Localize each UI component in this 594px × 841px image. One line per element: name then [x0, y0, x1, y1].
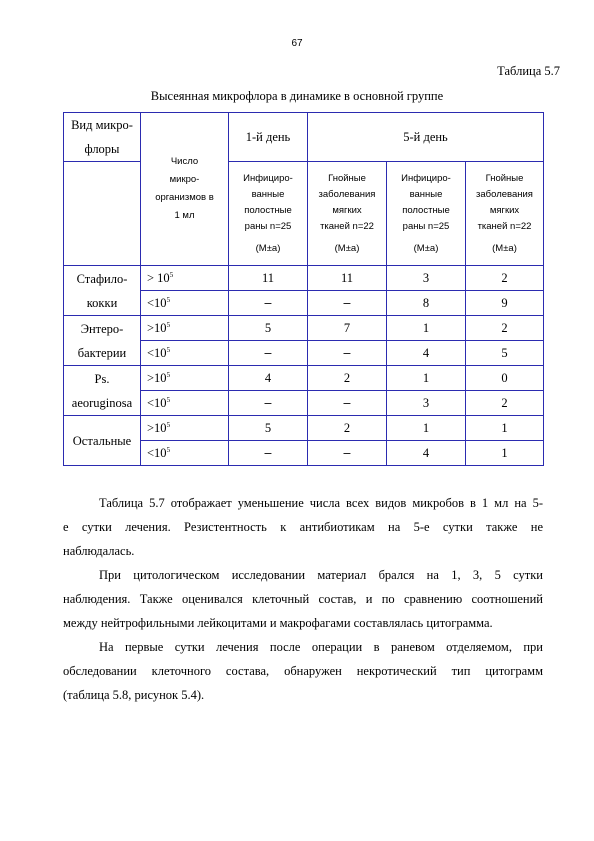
subheader-line: заболевания: [318, 188, 376, 200]
value-cell: 3: [387, 391, 466, 416]
paragraph-line: (таблица 5.8, рисунок 5.4).: [63, 688, 205, 703]
value-cell: –: [308, 391, 387, 416]
table-header-row: [64, 113, 544, 162]
threshold-cell: [141, 391, 229, 416]
value-cell: 1: [387, 366, 466, 391]
subheader-day5-purulent: [466, 162, 544, 266]
threshold-cell: [141, 341, 229, 366]
paragraph-line: между нейтрофильными лейкоцитами и макрофагами составлялась цитограмма.: [63, 616, 493, 631]
table-caption: Таблица 5.7: [497, 64, 560, 78]
paragraph-line: обследовании клеточного состава, обнаружен некротический тип цитограмм: [63, 664, 543, 679]
table-body: [64, 266, 544, 466]
value-cell: 8: [387, 291, 466, 316]
table-row: [64, 316, 544, 341]
value-cell: –: [308, 341, 387, 366]
value-cell: 2: [466, 391, 544, 416]
paragraph-line: наблюдения. Также оценивался клеточный состав, и по сравнению соотношений: [63, 592, 543, 607]
threshold-value: <10: [147, 346, 167, 360]
paragraph-line: е сутки лечения. Резистентность к антибиотикам на 5-е сутки также не: [63, 520, 543, 535]
value-cell: –: [229, 391, 308, 416]
paragraph: [63, 563, 543, 636]
microflora-name: [64, 416, 141, 466]
table-subheader-row: [64, 162, 544, 266]
threshold-exponent: 5: [169, 270, 174, 279]
microflora-name: [64, 366, 141, 416]
header-count-line3: организмов в: [155, 192, 214, 203]
subheader-line: мягких: [332, 204, 362, 216]
value-cell: 7: [308, 316, 387, 341]
microflora-name-line1: Стафило-: [76, 271, 128, 286]
paragraph-line: Таблица 5.7 отображает уменьшение числа всех видов микробов в 1 мл на 5-: [99, 496, 543, 510]
value-cell: 11: [308, 266, 387, 291]
value-cell: –: [308, 291, 387, 316]
subheader-line: (M±a): [413, 242, 439, 254]
value-cell: 11: [229, 266, 308, 291]
value-cell: 3: [387, 266, 466, 291]
threshold-cell: [141, 291, 229, 316]
value-cell: 5: [466, 341, 544, 366]
subheader-line: Гнойные: [485, 172, 524, 184]
value-cell: 2: [466, 266, 544, 291]
subheader-line: тканей n=22: [477, 220, 532, 232]
threshold-exponent: 5: [166, 370, 171, 379]
header-day5: 5-й день: [308, 113, 544, 162]
threshold-exponent: 5: [166, 295, 171, 304]
value-cell: 2: [308, 416, 387, 441]
subheader-line: (M±a): [492, 242, 517, 254]
subheader-line: (M±a): [255, 242, 281, 254]
subheader-line: полостные: [402, 204, 450, 216]
value-cell: 4: [387, 341, 466, 366]
table-title: Высеянная микрофлора в динамике в основной группе: [150, 89, 444, 103]
value-cell: 1: [387, 416, 466, 441]
subheader-day1-infected: [229, 162, 308, 266]
header-microflora-type: [64, 113, 141, 162]
subheader-line: ванные: [251, 188, 285, 200]
header-empty-cell: [64, 162, 141, 266]
value-cell: 1: [466, 441, 544, 466]
subheader-line: тканей n=22: [320, 220, 374, 232]
subheader-line: раны n=25: [244, 220, 292, 232]
header-microflora-type-line2: флоры: [84, 142, 120, 156]
subheader-day1-purulent: [308, 162, 387, 266]
value-cell: 5: [229, 316, 308, 341]
threshold-value: > 10: [147, 271, 170, 285]
threshold-value: <10: [147, 296, 167, 310]
header-count-line4: 1 мл: [174, 210, 195, 221]
microflora-name: [64, 316, 141, 366]
threshold-exponent: 5: [166, 420, 171, 429]
subheader-day5-infected: [387, 162, 466, 266]
threshold-value: <10: [147, 446, 167, 460]
header-count-line1: Число: [170, 156, 199, 167]
value-cell: 0: [466, 366, 544, 391]
value-cell: –: [229, 291, 308, 316]
subheader-line: полостные: [244, 204, 292, 216]
table-row: [64, 416, 544, 441]
threshold-value: <10: [147, 396, 167, 410]
paragraph-line: На первые сутки лечения после операции в раневом отделяемом, при: [99, 640, 543, 654]
value-cell: 2: [308, 366, 387, 391]
subheader-line: Гнойные: [328, 172, 366, 184]
microflora-table: [63, 112, 544, 466]
threshold-exponent: 5: [166, 320, 171, 329]
subheader-line: раны n=25: [402, 220, 450, 232]
microflora-name-line2: бактерии: [77, 345, 127, 360]
value-cell: 9: [466, 291, 544, 316]
value-cell: 4: [387, 441, 466, 466]
value-cell: 1: [387, 316, 466, 341]
subheader-line: ванные: [409, 188, 443, 200]
threshold-value: >10: [147, 421, 167, 435]
threshold-exponent: 5: [166, 345, 171, 354]
microflora-name-line1: Остальные: [72, 433, 132, 448]
threshold-cell: [141, 316, 229, 341]
subheader-line: Инфициро-: [401, 172, 451, 184]
threshold-exponent: 5: [166, 445, 171, 454]
paragraph: [63, 635, 543, 708]
microflora-name-line1: Энтеро-: [80, 321, 124, 336]
subheader-line: Инфициро-: [243, 172, 293, 184]
microflora-name: [64, 266, 141, 316]
value-cell: 4: [229, 366, 308, 391]
microflora-name-line1: Ps.: [94, 371, 110, 386]
header-microorganism-count: [141, 113, 229, 266]
value-cell: –: [229, 341, 308, 366]
subheader-line: (M±a): [334, 242, 360, 254]
header-count-line2: микро-: [169, 174, 200, 185]
subheader-line: мягких: [489, 204, 520, 216]
subheader-line: заболевания: [476, 188, 533, 200]
threshold-cell: [141, 416, 229, 441]
value-cell: 2: [466, 316, 544, 341]
value-cell: 5: [229, 416, 308, 441]
value-cell: –: [308, 441, 387, 466]
page-number: 67: [291, 38, 303, 49]
threshold-value: >10: [147, 321, 167, 335]
threshold-exponent: 5: [166, 395, 171, 404]
threshold-value: >10: [147, 371, 167, 385]
paragraph: [63, 491, 543, 564]
value-cell: –: [229, 441, 308, 466]
value-cell: 1: [466, 416, 544, 441]
paragraph-line: При цитологическом исследовании материал брался на 1, 3, 5 сутки: [99, 568, 543, 582]
threshold-cell: [141, 266, 229, 291]
microflora-name-line2: aeoruginosa: [71, 395, 133, 410]
header-microflora-type-line1: Вид микро-: [71, 118, 133, 132]
table-row: [64, 366, 544, 391]
table-row: [64, 266, 544, 291]
header-day1: 1-й день: [229, 113, 308, 162]
threshold-cell: [141, 366, 229, 391]
threshold-cell: [141, 441, 229, 466]
microflora-name-line2: кокки: [86, 295, 118, 310]
paragraph-line: наблюдалась.: [63, 544, 135, 559]
